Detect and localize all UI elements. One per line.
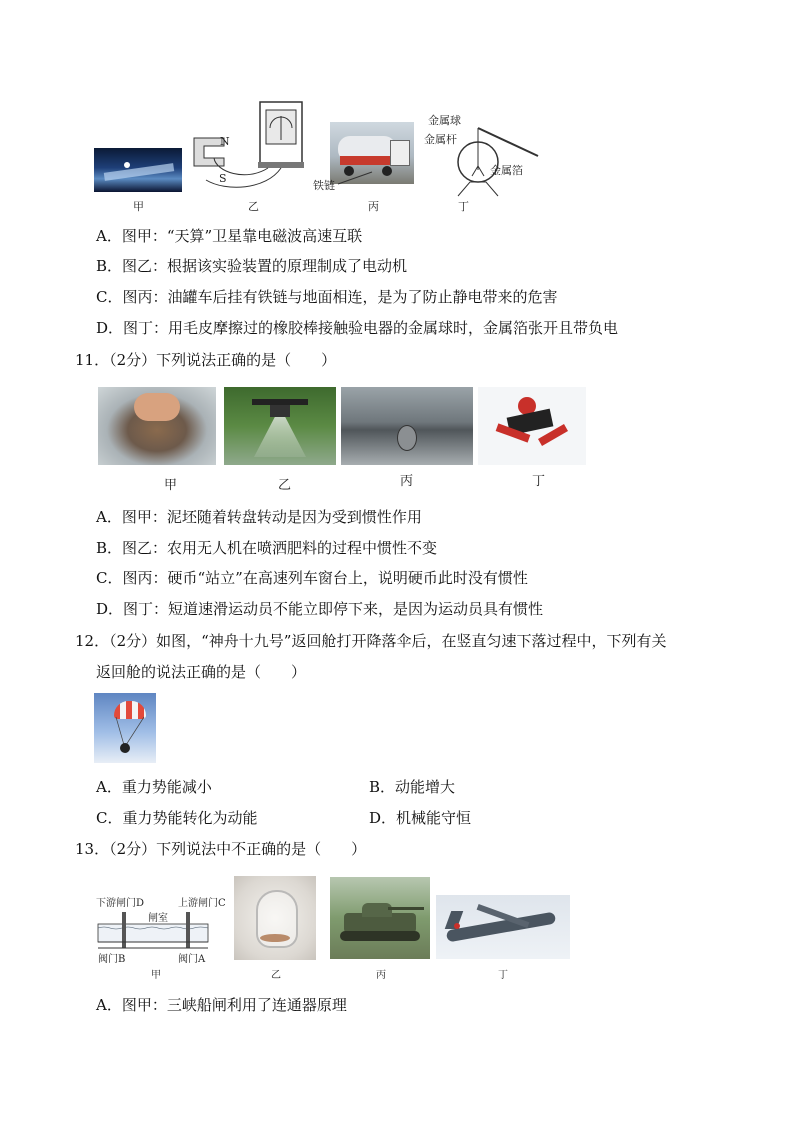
- valve-b-label: 阀门B: [98, 954, 126, 965]
- return-capsule-parachute-image: [94, 693, 156, 763]
- q13-caption-yi: 乙: [271, 970, 281, 981]
- chain-pointer-line: [336, 168, 376, 188]
- caption-bing: 丙: [368, 200, 379, 213]
- q12-option-d: D．机械能守恒: [369, 809, 472, 827]
- q11-option-b: B．图乙：农用无人机在喷洒肥料的过程中惯性不变: [96, 539, 438, 557]
- caption-yi: 乙: [248, 200, 259, 213]
- q12-stem-line2: 返回舱的说法正确的是（ ）: [96, 663, 307, 681]
- q11-caption-yi: 乙: [278, 478, 292, 493]
- q11-caption-ding: 丁: [532, 474, 546, 489]
- q12-option-a: A．重力势能减小: [96, 778, 212, 796]
- glass-cup-image: [234, 876, 316, 960]
- q11-option-c: C．图丙：硬币“站立”在高速列车窗台上，说明硬币此时没有惯性: [96, 569, 528, 587]
- q11-option-a: A．图甲：泥坯随着转盘转动是因为受到惯性作用: [96, 508, 422, 526]
- chamber-label: 闸室: [148, 913, 168, 924]
- q13-caption-bing: 丙: [376, 970, 386, 981]
- q11-caption-jia: 甲: [164, 478, 178, 493]
- drone-spraying-image: [224, 387, 336, 465]
- metal-foil-label: 金属箔: [490, 164, 523, 177]
- q10-option-d: D．图丁：用毛皮摩擦过的橡胶棒接触验电器的金属球时，金属箔张开且带负电: [96, 319, 619, 337]
- q13-stem: 13．（2分）下列说法中不正确的是（ ）: [75, 840, 367, 858]
- transport-plane-image: [436, 895, 570, 959]
- q11-caption-bing: 丙: [400, 474, 414, 489]
- tank-image: [330, 877, 430, 959]
- q10-option-a: A．图甲：“天算”卫星靠电磁波高速互联: [96, 227, 363, 245]
- q11-option-d: D．图丁：短道速滑运动员不能立即停下来，是因为运动员具有惯性: [96, 600, 544, 618]
- q13-option-a: A．图甲：三峡船闸利用了连通器原理: [96, 996, 347, 1014]
- satellite-image: [94, 148, 182, 192]
- valve-a-label: 阀门A: [178, 954, 206, 965]
- q11-stem: 11．（2分）下列说法正确的是（ ）: [75, 351, 337, 369]
- up-gate-label: 上游闸门C: [178, 898, 226, 909]
- q12-option-b: B．动能增大: [369, 778, 456, 796]
- q12-option-c: C．重力势能转化为动能: [96, 809, 258, 827]
- caption-ding: 丁: [458, 200, 469, 213]
- q12-stem-line1: 12．（2分）如图，“神舟十九号”返回舱打开降落伞后，在竖直匀速下落过程中，下列有关: [75, 632, 667, 650]
- speed-skater-image: [478, 387, 586, 465]
- q10-option-b: B．图乙：根据该实验装置的原理制成了电动机: [96, 257, 408, 275]
- q13-caption-ding: 丁: [498, 970, 508, 981]
- metal-ball-label: 金属球: [428, 114, 461, 127]
- magnet-s-label: S: [219, 172, 227, 185]
- galvanometer-diagram: [186, 100, 316, 192]
- q13-caption-jia: 甲: [151, 970, 161, 981]
- magnet-n-label: N: [220, 135, 230, 148]
- pottery-wheel-image: [98, 387, 216, 465]
- chain-label: 铁链: [313, 179, 335, 192]
- q10-option-c: C．图丙：油罐车后挂有铁链与地面相连，是为了防止静电带来的危害: [96, 288, 558, 306]
- metal-rod-label: 金属杆: [424, 133, 457, 146]
- down-gate-label: 下游闸门D: [96, 898, 145, 909]
- coin-on-windowsill-image: [341, 387, 473, 465]
- caption-jia: 甲: [133, 200, 144, 213]
